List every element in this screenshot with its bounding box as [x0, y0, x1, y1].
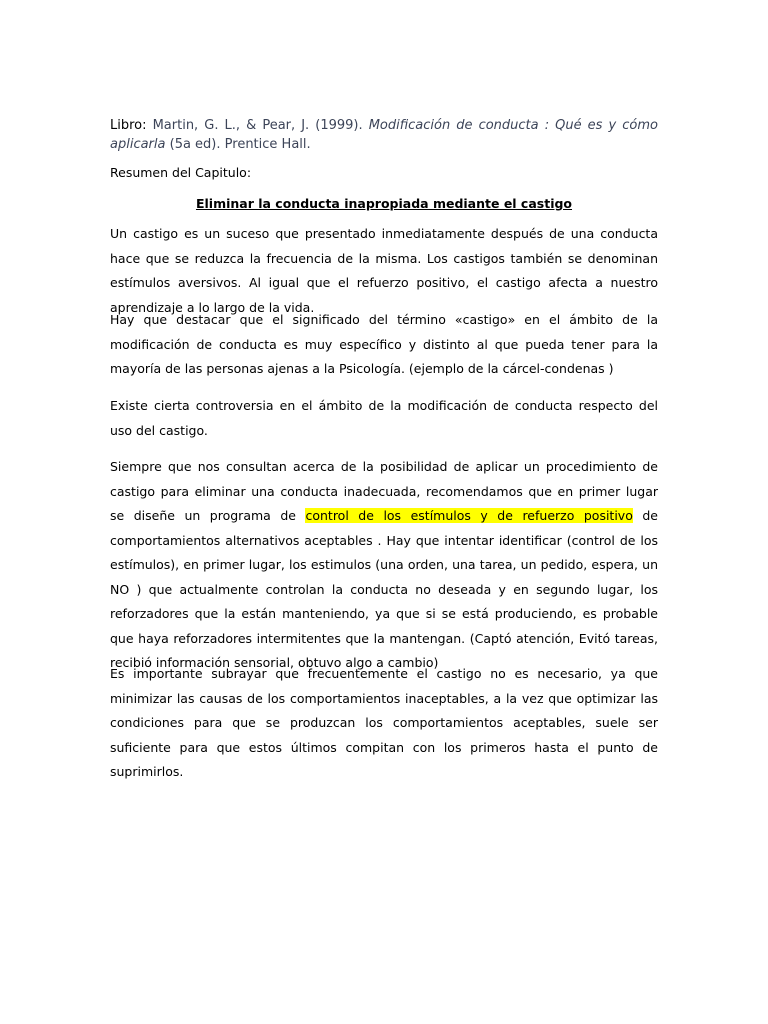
paragraph-recommendation: [110, 455, 658, 676]
paragraph-recommendation-text-before: Siempre que nos consultan acerca de la posibilidad de aplicar un procedimiento de castigo para eliminar una conducta inadecuada, recomendamos que en primer lugar se diseñe un programa de: [110, 459, 658, 523]
summary-label: Resumen del Capitulo:: [110, 165, 252, 180]
citation-edition-publisher: (5a ed). Prentice Hall.: [165, 137, 311, 152]
citation-book-title: Modificación de conducta : Qué es y cómo aplicarla: [110, 118, 659, 152]
chapter-title: Eliminar la conducta inapropiada mediante el castigo: [195, 196, 573, 211]
paragraph-recommendation-text-after: de comportamientos alternativos aceptables . Hay que intentar identificar (control de los estímulos), en primer lugar, los estimulos (una orden, una tarea, un pedido, espera, un NO ) que actualmente controlan la conducta no deseada y en segundo lugar, los reforzadores que la están manteniendo, ya que si se está produciendo, es probable que haya reforzadores intermitentes que la mantengan. (Captó atención, Evitó tareas, recibió información sensorial, obtuvo algo a cambio): [110, 508, 658, 670]
paragraph-conclusion: Es importante subrayar que frecuentemente el castigo no es necesario, ya que minimizar las causas de los comportamientos inaceptables, a la vez que optimizar las condiciones para que se produzcan los comportamientos aceptables, suele ser suficiente para que estos últimos compitan con los primeros hasta el punto de suprimirlos.: [110, 666, 658, 779]
paragraph-definition: Un castigo es un suceso que presentado inmediatamente después de una conducta hace que se reduzca la frecuencia de la misma. Los castigos también se denominan estímulos aversivos. Al igual que el refuerzo positivo, el castigo afecta a nuestro aprendizaje a lo largo de la vida.: [110, 226, 658, 315]
citation-authors: Martin, G. L., & Pear, J. (1999).: [152, 118, 369, 133]
paragraph-meaning: Hay que destacar que el significado del término «castigo» en el ámbito de la modificación de conducta es muy específico y distinto al que pueda tener para la mayoría de las personas ajenas a la Psicología. (ejemplo de la cárcel-condenas ): [110, 312, 658, 376]
book-citation: [110, 116, 658, 154]
paragraph-controversy: Existe cierta controversia en el ámbito de la modificación de conducta respecto del uso del castigo.: [110, 398, 658, 438]
citation-lead: Libro:: [110, 118, 153, 133]
highlighted-text: control de los estímulos y de refuerzo positivo: [305, 508, 633, 523]
